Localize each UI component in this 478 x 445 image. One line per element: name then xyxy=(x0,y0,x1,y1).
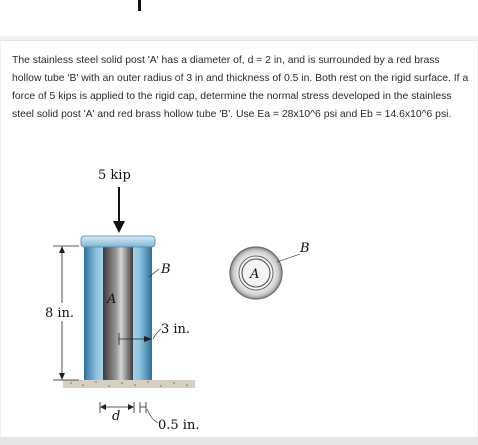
height-arrow-up xyxy=(59,246,65,253)
question-card xyxy=(1,40,477,438)
ground xyxy=(63,380,195,388)
diameter-arrow-left xyxy=(100,404,106,410)
diameter-arrow-right xyxy=(128,404,134,410)
diameter-label: d xyxy=(112,409,121,424)
load-arrow-head xyxy=(113,221,125,233)
post-and-tube-figure xyxy=(1,41,477,438)
radius-leader xyxy=(153,329,161,339)
thickness-label: 0.5 in. xyxy=(158,418,200,433)
thickness-leader xyxy=(147,409,158,423)
radius-label: 3 in. xyxy=(161,322,191,337)
section-tube-label: B xyxy=(300,241,310,256)
height-arrow-down xyxy=(59,373,65,380)
post-a-body xyxy=(103,246,133,380)
problem-statement: The stainless steel solid post 'A' has a diameter of, d = 2 in, and is surrounded by a red brass hollow tube 'B' with an outer radius of 3 in and thickness of 0.5 in. Both rest on the rigid surface. If a force of 5 kips is applied to the rigid cap, determine the normal stress developed in the stainless steel solid post 'A' and red brass hollow tube 'B'. Use Ea = 28x10^6 psi and Eb = 14.6x10^6 psi. xyxy=(12,55,469,120)
top-bar xyxy=(0,0,478,36)
text-cursor-mark xyxy=(138,0,141,11)
height-label: 8 in. xyxy=(45,306,75,321)
section-tube-leader xyxy=(277,254,300,262)
bottom-strip xyxy=(0,437,478,445)
rigid-cap xyxy=(81,236,155,247)
section-post-label: A xyxy=(250,267,260,282)
tube-b-label: B xyxy=(161,262,171,277)
post-a-label: A xyxy=(107,292,117,307)
load-label: 5 kip xyxy=(98,168,131,183)
